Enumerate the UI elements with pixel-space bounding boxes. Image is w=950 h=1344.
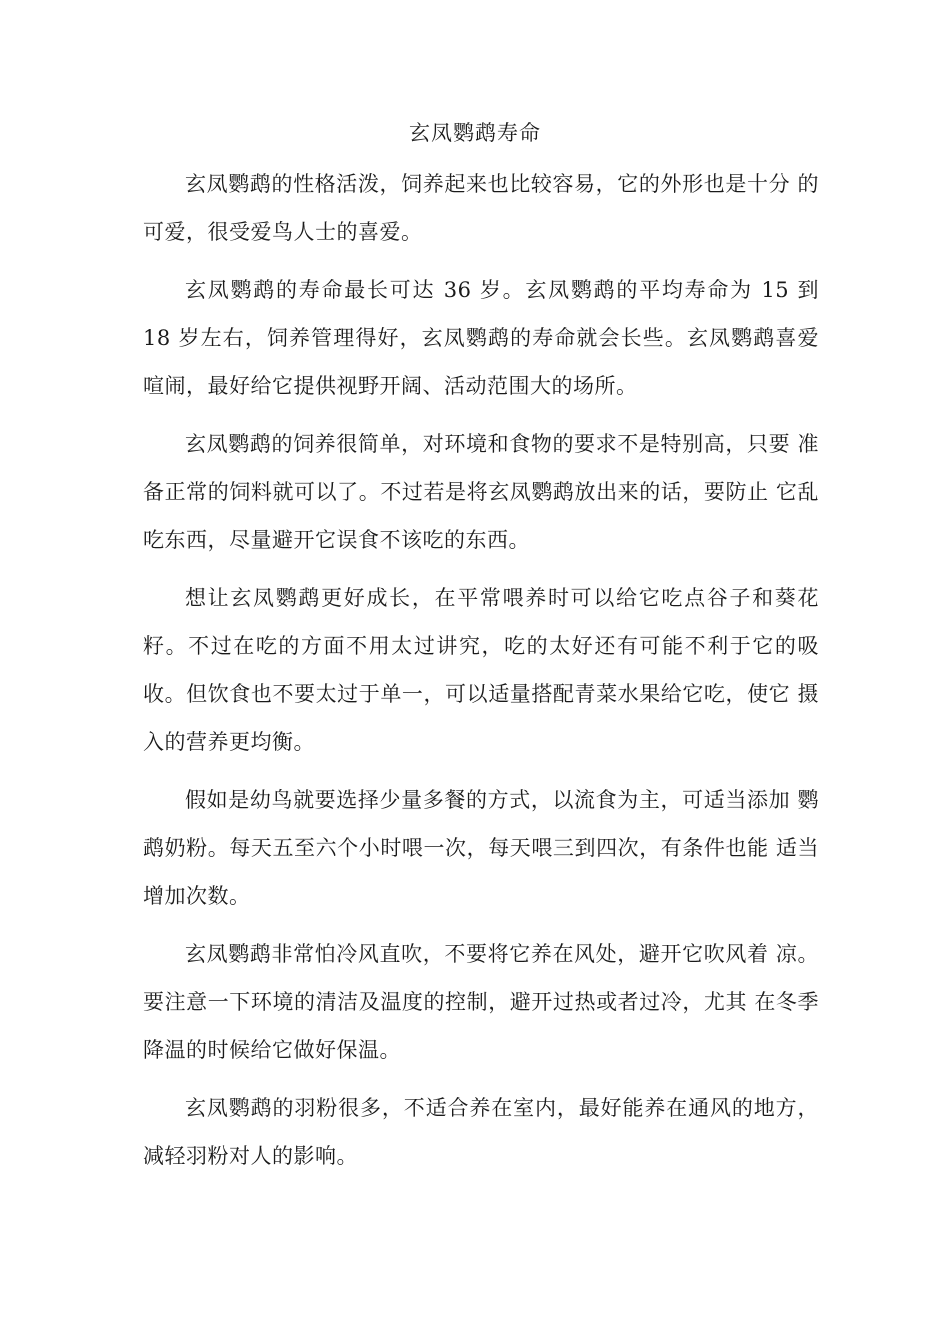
document-title: 玄凤鹦鹉寿命 [409,121,541,145]
document-body [143,160,819,1190]
paragraph-5: 假如是幼鸟就要选择少量多餐的方式，以流食为主，可适当添加 鹦鹉奶粉。每天五至六个小时喂一次，每天喂三到四次，有条件也能 适当增加次数。 [143,788,819,908]
paragraph-6: 玄凤鹦鹉非常怕冷风直吹，不要将它养在风处，避开它吹风着 凉。要注意一下环境的清洁及温度的控制，避开过热或者过冷，尤其 在冬季降温的时候给它做好保温。 [143,942,819,1062]
paragraph-1: 玄凤鹦鹉的性格活泼，饲养起来也比较容易，它的外形也是十分 的可爱，很受爱鸟人士的喜爱。 [143,172,819,244]
paragraph-3: 玄凤鹦鹉的饲养很简单，对环境和食物的要求不是特别高，只要 准备正常的饲料就可以了。不过若是将玄凤鹦鹉放出来的话，要防止 它乱吃东西，尽量避开它误食不该吃的东西。 [143,432,819,552]
paragraph-7: 玄凤鹦鹉的羽粉很多，不适合养在室内，最好能养在通风的地方，减轻羽粉对人的影响。 [143,1096,819,1168]
paragraph-4: 想让玄凤鹦鹉更好成长，在平常喂养时可以给它吃点谷子和葵花籽。不过在吃的方面不用太过讲究，吃的太好还有可能不利于它的吸收。但饮食也不要太过于单一，可以适量搭配青菜水果给它吃，使它 摄入的营养更均衡。 [143,586,819,754]
paragraph-2: 玄凤鹦鹉的寿命最长可达 36 岁。玄凤鹦鹉的平均寿命为 15 到 18 岁左右，饲养管理得好，玄凤鹦鹉的寿命就会长些。玄凤鹦鹉喜爱 喧闹，最好给它提供视野开阔、活动范围大的场所。 [143,278,819,398]
